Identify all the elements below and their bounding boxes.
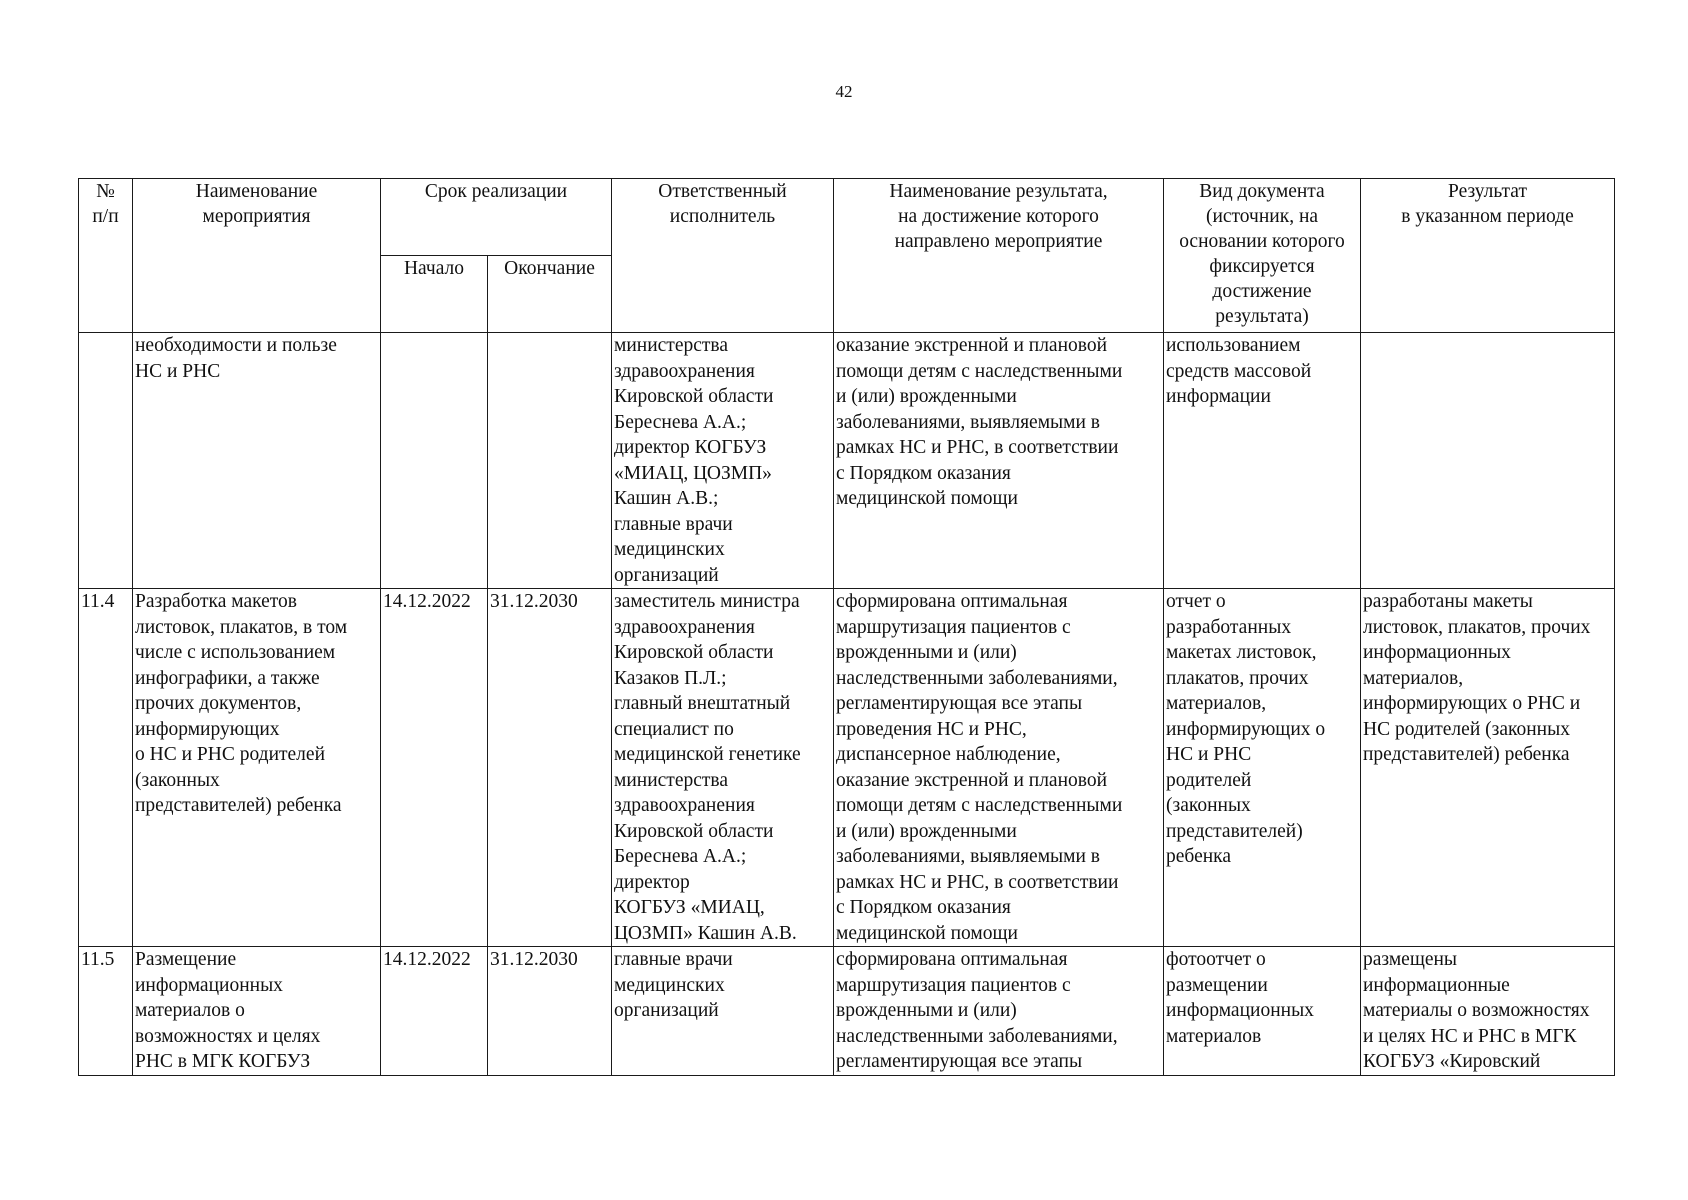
cell-result-period: разработаны макеты листовок, плакатов, прочих информационных материалов, информирующих о РНС и НС родителей (законных представителей) ребенка — [1361, 589, 1615, 947]
cell-executor: министерства здравоохранения Кировской области Береснева А.А.; директор КОГБУЗ «МИАЦ, ЦОЗМП» Кашин А.В.; главные врачи медицинских организаций — [612, 333, 834, 589]
cell-start: 14.12.2022 — [381, 947, 488, 1076]
cell-executor: главные врачи медицинских организаций — [612, 947, 834, 1076]
table-header-row — [79, 179, 1615, 256]
cell-num — [79, 333, 133, 589]
cell-event: Разработка макетов листовок, плакатов, в том числе с использованием инфографики, а также прочих документов, информирующих о НС и РНС родителей (законных представителей) ребенка — [133, 589, 381, 947]
header-result-period: Результат в указанном периоде — [1361, 179, 1615, 333]
cell-event: необходимости и пользе НС и РНС — [133, 333, 381, 589]
table-row — [79, 589, 1615, 947]
cell-result-name: сформирована оптимальная маршрутизация пациентов с врожденными и (или) наследственными заболеваниями, регламентирующая все этапы проведения НС и РНС, диспансерное наблюдение, оказание экстренной и плановой помощи детям с наследственными и (или) врожденными заболеваниями, выявляемыми в рамках НС и РНС, в соответствии с Порядком оказания медицинской помощи — [834, 589, 1164, 947]
header-result-name: Наименование результата, на достижение которого направлено мероприятие — [834, 179, 1164, 333]
page-number: 42 — [835, 82, 853, 101]
cell-end — [488, 333, 612, 589]
header-executor: Ответственный исполнитель — [612, 179, 834, 333]
events-table — [78, 178, 1615, 1076]
cell-event: Размещение информационных материалов о возможностях и целях РНС в МГК КОГБУЗ — [133, 947, 381, 1076]
cell-doc-type: отчет о разработанных макетах листовок, плакатов, прочих материалов, информирующих о НС и РНС родителей (законных представителей) ребенка — [1164, 589, 1361, 947]
header-start: Начало — [381, 256, 488, 333]
header-end: Окончание — [488, 256, 612, 333]
cell-result-name: оказание экстренной и плановой помощи детям с наследственными и (или) врожденными заболеваниями, выявляемыми в рамках НС и РНС, в соответствии с Порядком оказания медицинской помощи — [834, 333, 1164, 589]
cell-result-period: размещены информационные материалы о возможностях и целях НС и РНС в МГК КОГБУЗ «Кировский — [1361, 947, 1615, 1076]
header-num: № п/п — [79, 179, 133, 333]
cell-doc-type: использованием средств массовой информации — [1164, 333, 1361, 589]
header-event: Наименование мероприятия — [133, 179, 381, 333]
cell-result-period — [1361, 333, 1615, 589]
cell-end: 31.12.2030 — [488, 589, 612, 947]
header-period: Срок реализации — [381, 179, 612, 256]
cell-executor: заместитель министра здравоохранения Кировской области Казаков П.Л.; главный внештатный специалист по медицинской генетике министерства здравоохранения Кировской области Береснева А.А.; директор КОГБУЗ «МИАЦ, ЦОЗМП» Кашин А.В. — [612, 589, 834, 947]
cell-result-name: сформирована оптимальная маршрутизация пациентов с врожденными и (или) наследственными заболеваниями, регламентирующая все этапы — [834, 947, 1164, 1076]
cell-start — [381, 333, 488, 589]
cell-doc-type: фотоотчет о размещении информационных материалов — [1164, 947, 1361, 1076]
cell-num: 11.4 — [79, 589, 133, 947]
cell-num: 11.5 — [79, 947, 133, 1076]
table-row — [79, 947, 1615, 1076]
header-doc-type: Вид документа (источник, на основании которого фиксируется достижение результата) — [1164, 179, 1361, 333]
cell-start: 14.12.2022 — [381, 589, 488, 947]
cell-end: 31.12.2030 — [488, 947, 612, 1076]
table-row — [79, 333, 1615, 589]
